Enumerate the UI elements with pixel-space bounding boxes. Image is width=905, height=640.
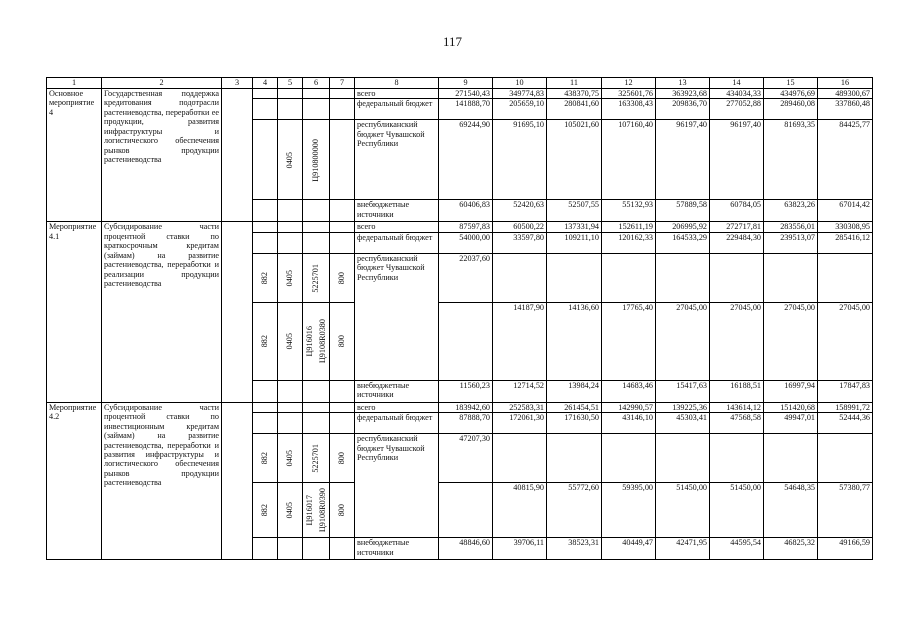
value-cell: 47207,30 <box>439 434 493 483</box>
value-cell: 171630,50 <box>547 413 602 434</box>
table-cell <box>278 99 303 120</box>
value-cell: 22037,60 <box>439 253 493 302</box>
value-cell: 209836,70 <box>656 99 710 120</box>
code-label: 5225701 <box>311 263 321 293</box>
value-cell: 325601,76 <box>602 89 656 99</box>
table-cell <box>330 89 355 99</box>
value-cell: 60500,22 <box>493 222 547 232</box>
table-cell <box>303 99 330 120</box>
value-cell: 51450,00 <box>656 483 710 538</box>
source-label: республиканский бюджет Чувашской Республики <box>355 434 439 538</box>
value-cell: 143614,12 <box>710 402 764 412</box>
column-header: 8 <box>355 78 439 89</box>
table-row <box>47 89 873 99</box>
value-cell <box>493 253 547 302</box>
value-cell: 91695,10 <box>493 120 547 200</box>
table-cell <box>330 302 355 380</box>
value-cell: 14187,90 <box>493 302 547 380</box>
value-cell: 42471,95 <box>656 538 710 560</box>
value-cell: 47568,58 <box>710 413 764 434</box>
code-label: 0405 <box>285 502 295 519</box>
value-cell: 172061,30 <box>493 413 547 434</box>
table-cell <box>278 89 303 99</box>
table-cell <box>303 89 330 99</box>
code-label: 0405 <box>285 269 295 287</box>
value-cell: 87888,70 <box>439 413 493 434</box>
value-cell: 151420,68 <box>764 402 818 412</box>
source-label: внебюджетные источники <box>355 538 439 560</box>
value-cell: 17847,83 <box>818 380 873 402</box>
value-cell: 206995,92 <box>656 222 710 232</box>
table-cell <box>253 483 278 538</box>
value-cell: 16997,94 <box>764 380 818 402</box>
value-cell: 15417,63 <box>656 380 710 402</box>
code-label: 0405 <box>285 333 295 350</box>
table-cell <box>253 232 278 253</box>
column-header: 16 <box>818 78 873 89</box>
value-cell: 261454,51 <box>547 402 602 412</box>
table-cell <box>330 483 355 538</box>
table-cell <box>303 402 330 412</box>
value-cell: 52444,36 <box>818 413 873 434</box>
value-cell: 27045,00 <box>764 302 818 380</box>
value-cell: 280841,60 <box>547 99 602 120</box>
value-cell: 27045,00 <box>656 302 710 380</box>
code-label: 882 <box>260 504 270 517</box>
value-cell: 55772,60 <box>547 483 602 538</box>
value-cell: 12714,52 <box>493 380 547 402</box>
value-cell <box>602 434 656 483</box>
value-cell <box>439 483 493 538</box>
table-cell <box>330 120 355 200</box>
value-cell: 271540,43 <box>439 89 493 99</box>
table-cell <box>222 89 253 222</box>
value-cell: 139225,36 <box>656 402 710 412</box>
value-cell: 52420,63 <box>493 200 547 222</box>
table-cell <box>278 253 303 302</box>
table-cell <box>253 380 278 402</box>
column-header: 9 <box>439 78 493 89</box>
table-cell <box>253 200 278 222</box>
table-cell <box>303 413 330 434</box>
value-cell: 55132,93 <box>602 200 656 222</box>
table-cell <box>278 538 303 560</box>
table-cell <box>303 483 330 538</box>
table-cell <box>222 402 253 559</box>
value-cell: 289460,08 <box>764 99 818 120</box>
value-cell: 105021,60 <box>547 120 602 200</box>
source-label: всего <box>355 89 439 99</box>
value-cell: 46825,32 <box>764 538 818 560</box>
value-cell: 27045,00 <box>710 302 764 380</box>
value-cell: 96197,40 <box>710 120 764 200</box>
value-cell: 60406,83 <box>439 200 493 222</box>
value-cell: 252583,31 <box>493 402 547 412</box>
value-cell: 438370,75 <box>547 89 602 99</box>
value-cell: 283556,01 <box>764 222 818 232</box>
table-cell <box>278 413 303 434</box>
code-label: 5225701 <box>311 443 321 473</box>
column-header: 1 <box>47 78 102 89</box>
value-cell <box>656 434 710 483</box>
table-cell <box>278 434 303 483</box>
budget-table <box>46 77 873 560</box>
table-cell <box>253 89 278 99</box>
value-cell <box>547 253 602 302</box>
table-cell <box>278 483 303 538</box>
column-header: 14 <box>710 78 764 89</box>
value-cell: 142990,57 <box>602 402 656 412</box>
value-cell: 137331,94 <box>547 222 602 232</box>
value-cell: 152611,19 <box>602 222 656 232</box>
value-cell: 51450,00 <box>710 483 764 538</box>
value-cell <box>818 253 873 302</box>
column-header: 13 <box>656 78 710 89</box>
code-label: 882 <box>260 452 270 465</box>
code-label: 882 <box>260 335 270 348</box>
table-cell <box>303 538 330 560</box>
value-cell: 158991,72 <box>818 402 873 412</box>
value-cell: 13984,24 <box>547 380 602 402</box>
table-cell <box>303 120 330 200</box>
value-cell <box>710 434 764 483</box>
measure-name: Основное мероприятие 4 <box>47 89 102 222</box>
table-cell <box>253 434 278 483</box>
value-cell: 63823,26 <box>764 200 818 222</box>
column-header: 5 <box>278 78 303 89</box>
table-cell <box>278 402 303 412</box>
source-label: внебюджетные источники <box>355 380 439 402</box>
table-cell <box>253 99 278 120</box>
value-cell: 57380,77 <box>818 483 873 538</box>
value-cell: 120162,33 <box>602 232 656 253</box>
value-cell <box>710 253 764 302</box>
value-cell <box>764 253 818 302</box>
column-header: 7 <box>330 78 355 89</box>
value-cell: 69244,90 <box>439 120 493 200</box>
column-header: 2 <box>102 78 222 89</box>
column-header: 15 <box>764 78 818 89</box>
code-label: Ц9108R0390 <box>317 488 327 533</box>
column-header: 11 <box>547 78 602 89</box>
column-header: 3 <box>222 78 253 89</box>
table-cell <box>330 434 355 483</box>
value-cell: 14136,60 <box>547 302 602 380</box>
value-cell: 239513,07 <box>764 232 818 253</box>
table-cell <box>330 538 355 560</box>
source-label: республиканский бюджет Чувашской Республики <box>355 120 439 200</box>
code-label: 0405 <box>285 450 295 467</box>
source-label: федеральный бюджет <box>355 99 439 120</box>
value-cell: 43146,10 <box>602 413 656 434</box>
value-cell: 81693,35 <box>764 120 818 200</box>
table-cell <box>253 402 278 412</box>
value-cell: 272717,81 <box>710 222 764 232</box>
source-label: внебюджетные источники <box>355 200 439 222</box>
value-cell: 205659,10 <box>493 99 547 120</box>
column-header: 12 <box>602 78 656 89</box>
value-cell <box>493 434 547 483</box>
value-cell: 16188,51 <box>710 380 764 402</box>
value-cell <box>439 302 493 380</box>
table-cell <box>303 380 330 402</box>
table-cell <box>330 99 355 120</box>
table-cell <box>330 232 355 253</box>
table-cell <box>303 232 330 253</box>
table-cell <box>278 380 303 402</box>
value-cell: 38523,31 <box>547 538 602 560</box>
value-cell: 40449,47 <box>602 538 656 560</box>
measure-title: Субсидирование части процентной ставки по краткосрочным кредитам (займам) на развитие растениеводства, переработки и реализации продукции растениеводства <box>102 222 222 402</box>
table-cell <box>330 402 355 412</box>
table-cell <box>303 434 330 483</box>
value-cell: 39706,11 <box>493 538 547 560</box>
table-cell <box>278 222 303 232</box>
value-cell: 363923,68 <box>656 89 710 99</box>
value-cell: 54000,00 <box>439 232 493 253</box>
code-label: 0405 <box>285 151 295 169</box>
value-cell: 44595,54 <box>710 538 764 560</box>
table-cell <box>303 302 330 380</box>
value-cell: 349774,83 <box>493 89 547 99</box>
code-label: 882 <box>260 271 270 284</box>
table-row <box>47 402 873 412</box>
table-cell <box>278 232 303 253</box>
value-cell: 330308,95 <box>818 222 873 232</box>
table-cell <box>253 222 278 232</box>
value-cell: 54648,35 <box>764 483 818 538</box>
table-cell <box>253 253 278 302</box>
value-cell: 96197,40 <box>656 120 710 200</box>
value-cell: 17765,40 <box>602 302 656 380</box>
source-label: республиканский бюджет Чувашской Республики <box>355 253 439 380</box>
code-label: Ц916016 <box>304 326 314 357</box>
table-cell <box>330 200 355 222</box>
code-label: Ц910800000 <box>311 138 321 182</box>
value-cell: 163308,43 <box>602 99 656 120</box>
value-cell: 107160,40 <box>602 120 656 200</box>
code-label: 800 <box>337 271 347 284</box>
source-label: всего <box>355 402 439 412</box>
value-cell: 277052,88 <box>710 99 764 120</box>
value-cell: 229484,30 <box>710 232 764 253</box>
table-cell <box>303 200 330 222</box>
table-cell <box>278 302 303 380</box>
table-cell <box>278 120 303 200</box>
value-cell: 11560,23 <box>439 380 493 402</box>
value-cell: 60784,05 <box>710 200 764 222</box>
value-cell: 33597,80 <box>493 232 547 253</box>
code-label: 800 <box>337 504 347 517</box>
value-cell <box>547 434 602 483</box>
table-cell <box>222 222 253 402</box>
table-cell <box>278 200 303 222</box>
value-cell: 141888,70 <box>439 99 493 120</box>
table-row <box>47 222 873 232</box>
value-cell: 49947,01 <box>764 413 818 434</box>
table-cell <box>303 222 330 232</box>
code-label: Ц9108R0380 <box>317 319 327 364</box>
source-label: федеральный бюджет <box>355 232 439 253</box>
table-cell <box>253 302 278 380</box>
value-cell: 52507,55 <box>547 200 602 222</box>
code-label: 800 <box>337 335 347 348</box>
value-cell <box>602 253 656 302</box>
table-cell <box>330 253 355 302</box>
value-cell: 183942,60 <box>439 402 493 412</box>
source-label: всего <box>355 222 439 232</box>
value-cell: 27045,00 <box>818 302 873 380</box>
column-header: 4 <box>253 78 278 89</box>
measure-name: Мероприятие 4.1 <box>47 222 102 402</box>
value-cell: 84425,77 <box>818 120 873 200</box>
value-cell: 337860,48 <box>818 99 873 120</box>
value-cell: 45303,41 <box>656 413 710 434</box>
value-cell <box>764 434 818 483</box>
value-cell: 87597,83 <box>439 222 493 232</box>
table-cell <box>330 222 355 232</box>
value-cell: 67014,42 <box>818 200 873 222</box>
measure-name: Мероприятие 4.2 <box>47 402 102 559</box>
table-cell <box>330 413 355 434</box>
header-row <box>47 78 873 89</box>
table-cell <box>253 538 278 560</box>
code-label: Ц916017 <box>304 495 314 526</box>
value-cell: 489300,67 <box>818 89 873 99</box>
table-cell <box>330 380 355 402</box>
measure-title: Субсидирование части процентной ставки по инвестиционным кредитам (займам) на развитие растениеводства, переработки и развития инфраструктуры и логистического обеспечения рынков продукции растениеводства <box>102 402 222 559</box>
value-cell: 49166,59 <box>818 538 873 560</box>
column-header: 10 <box>493 78 547 89</box>
value-cell <box>818 434 873 483</box>
value-cell: 57889,58 <box>656 200 710 222</box>
value-cell: 434976,69 <box>764 89 818 99</box>
value-cell: 164533,29 <box>656 232 710 253</box>
page-number: 117 <box>442 34 463 49</box>
source-label: федеральный бюджет <box>355 413 439 434</box>
table-cell <box>303 253 330 302</box>
value-cell: 59395,00 <box>602 483 656 538</box>
value-cell: 40815,90 <box>493 483 547 538</box>
column-header: 6 <box>303 78 330 89</box>
table-cell <box>253 120 278 200</box>
value-cell <box>656 253 710 302</box>
value-cell: 285416,12 <box>818 232 873 253</box>
value-cell: 109211,10 <box>547 232 602 253</box>
value-cell: 14683,46 <box>602 380 656 402</box>
value-cell: 48846,60 <box>439 538 493 560</box>
table-cell <box>253 413 278 434</box>
value-cell: 434034,33 <box>710 89 764 99</box>
measure-title: Государственная поддержка кредитования подотрасли растениеводства, переработки ее продукции, развития инфраструктуры и логистического обеспечения рынков продукции растениеводства <box>102 89 222 222</box>
code-label: 800 <box>337 452 347 465</box>
